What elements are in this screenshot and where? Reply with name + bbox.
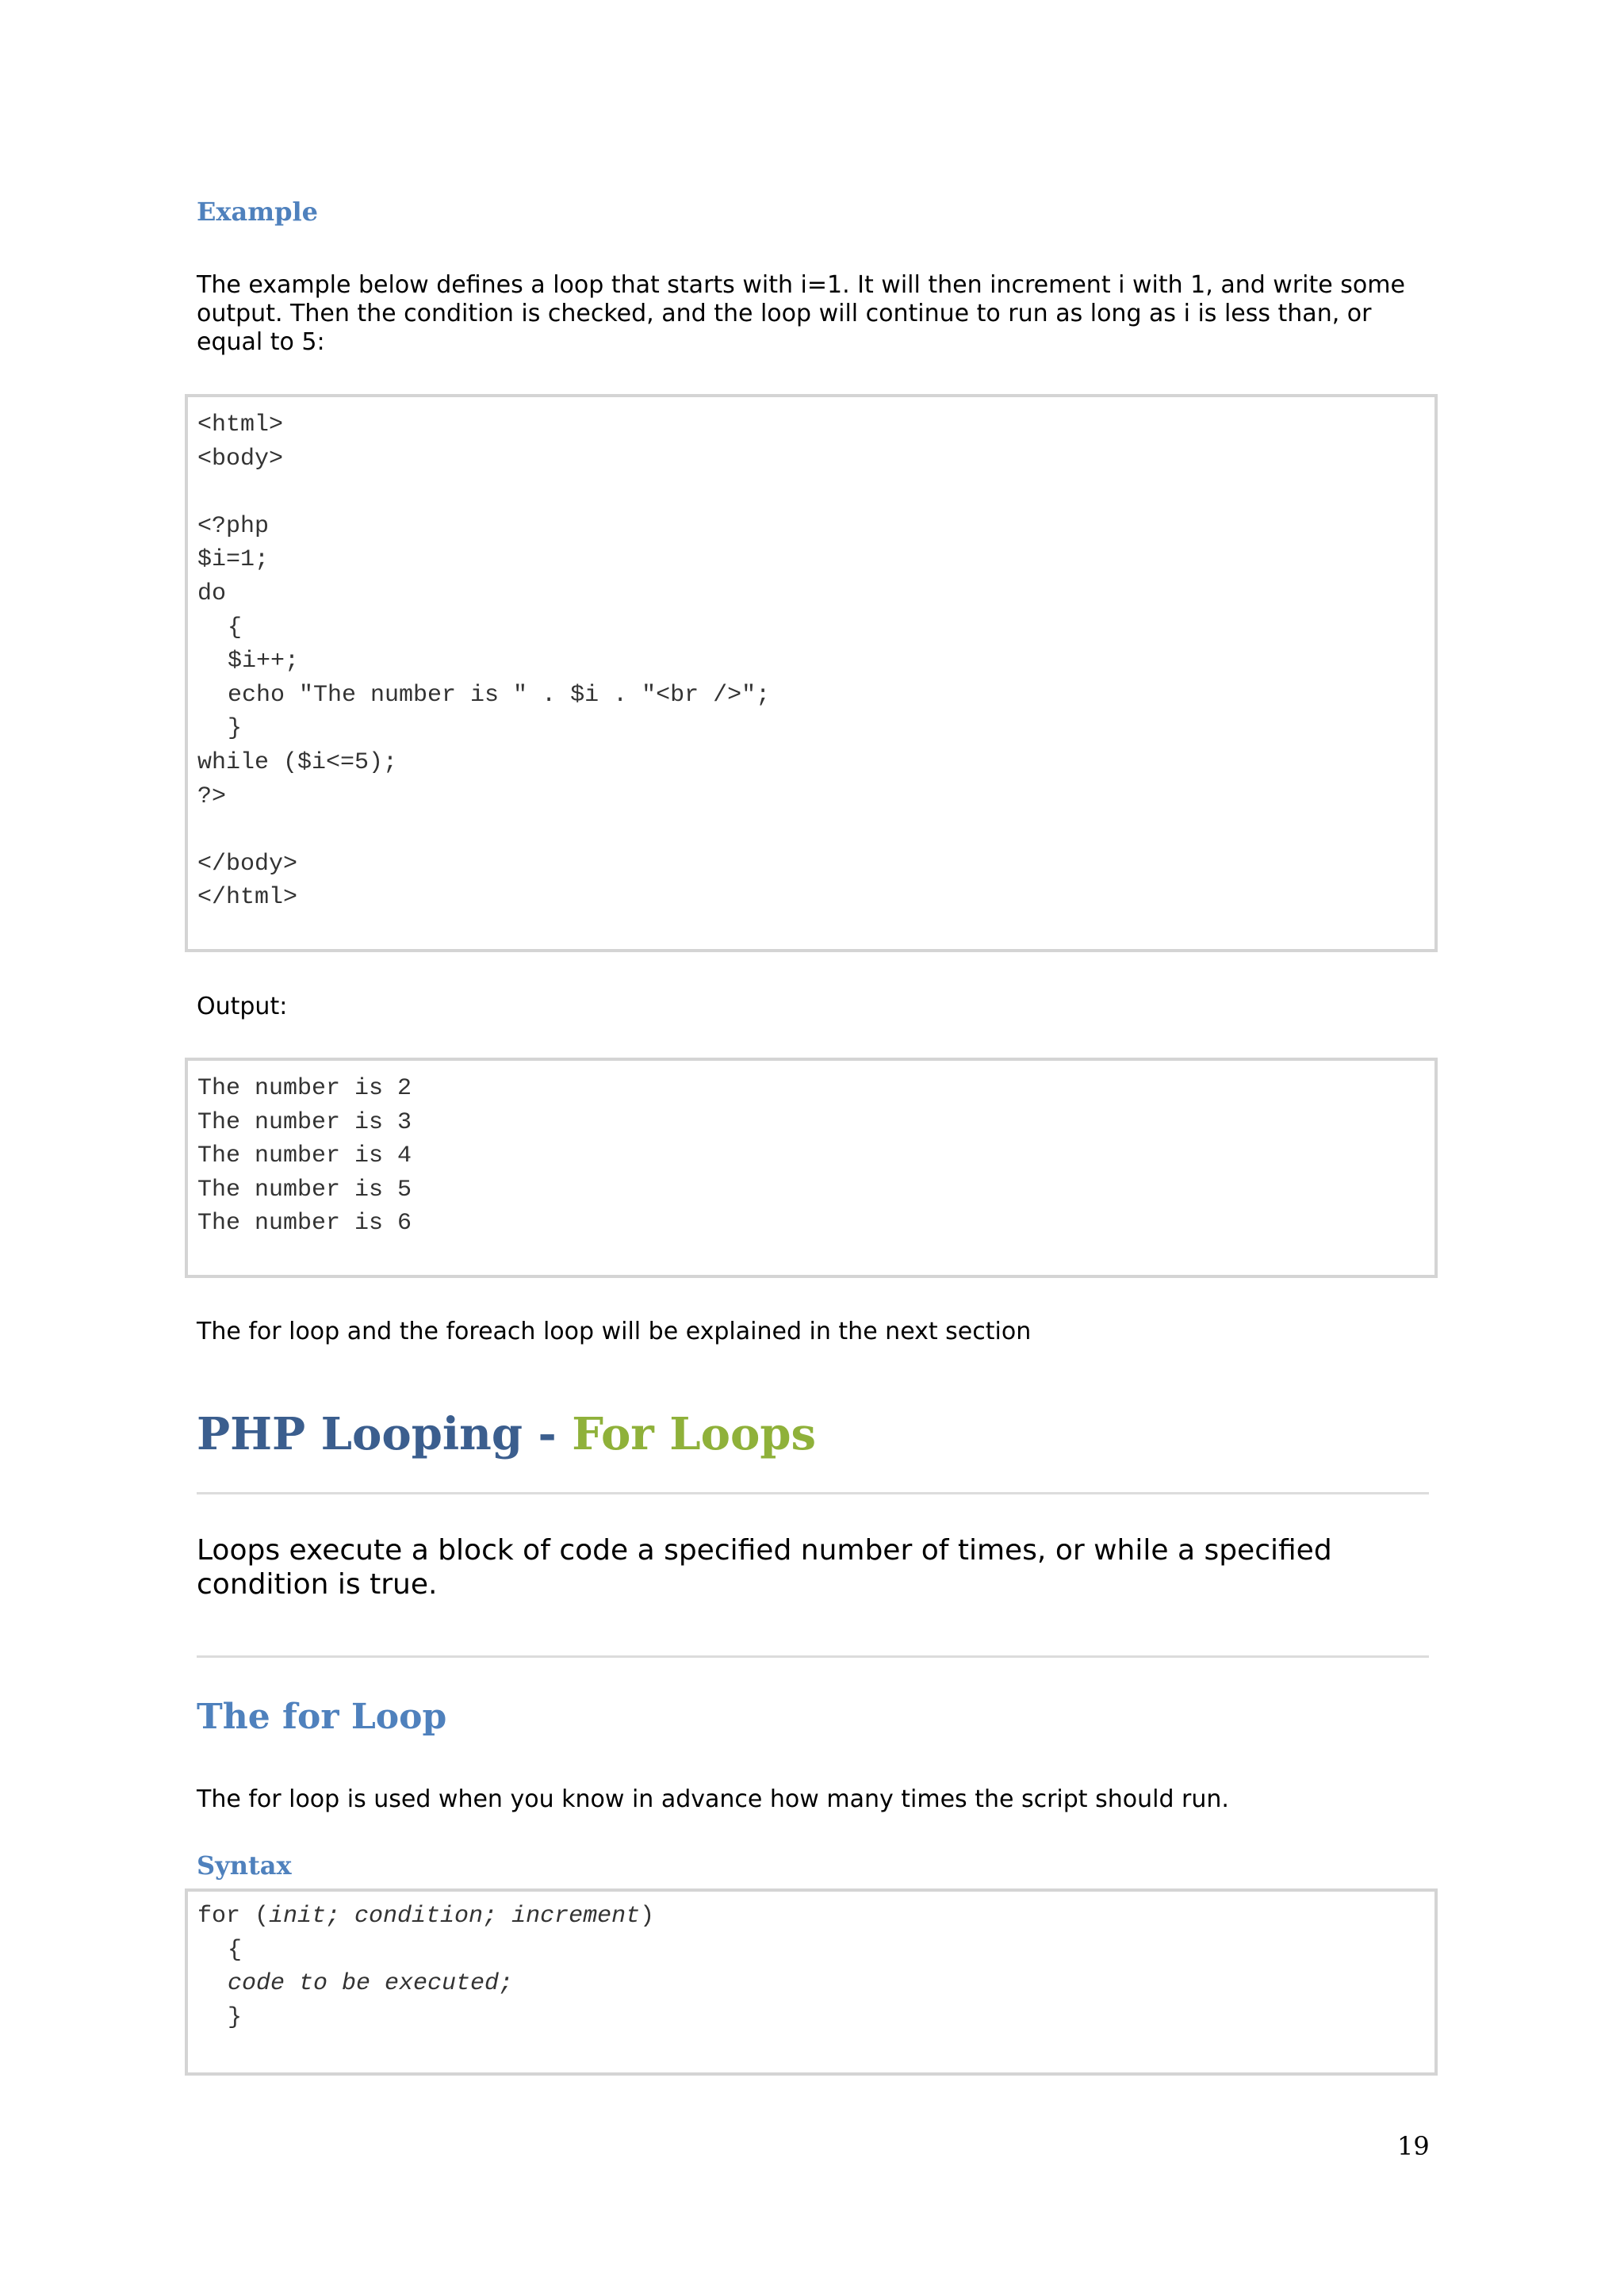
code-line: <html> <box>197 411 284 438</box>
output-line: The number is 6 <box>197 1210 412 1238</box>
syntax-line: code to be executed; <box>228 1970 514 1998</box>
for-foreach-note: The for loop and the foreach loop will be explained in the next section <box>197 1318 1032 1345</box>
for-loop-description: The for loop is used when you know in advance how many times the script should run. <box>197 1785 1229 1813</box>
code-line: while ($i<=5); <box>197 748 398 776</box>
section-title-part1: PHP Looping - <box>197 1408 573 1460</box>
output-line: The number is 4 <box>197 1142 412 1170</box>
syntax-heading: Syntax <box>197 1850 292 1881</box>
section-lead: Loops execute a block of code a specified number of times, or while a specified condition is true. <box>197 1534 1332 1601</box>
code-line <box>197 476 1434 510</box>
page-number: 19 <box>1397 2131 1430 2161</box>
example-heading: Example <box>197 197 318 227</box>
intro-paragraph: The example below defines a loop that starts with i=1. It will then increment i with 1, and write some output. Then the condition is checked, and the loop will continue to run as long as i is less than, or equal to 5: <box>197 271 1405 356</box>
example-code-block <box>185 394 1438 952</box>
code-line: <body> <box>197 445 284 473</box>
syntax-keyword: for ( <box>197 1903 270 1930</box>
syntax-line: } <box>228 2003 243 2031</box>
code-line: echo "The number is " . $i . "<br />"; <box>228 681 771 709</box>
code-line: $i++; <box>228 648 300 675</box>
syntax-code-block <box>185 1888 1438 2076</box>
output-line: The number is 5 <box>197 1176 412 1203</box>
output-line: The number is 2 <box>197 1075 412 1102</box>
code-line <box>197 813 1434 848</box>
code-line: <?php <box>197 512 270 540</box>
output-code-block <box>185 1058 1438 1278</box>
code-line: } <box>228 715 243 743</box>
output-label: Output: <box>197 993 288 1020</box>
divider <box>197 1492 1429 1494</box>
syntax-params: init; condition; increment <box>269 1903 641 1930</box>
code-line: $i=1; <box>197 546 270 574</box>
code-line: </html> <box>197 884 298 912</box>
syntax-close-paren: ) <box>640 1903 655 1930</box>
code-line: do <box>197 580 227 607</box>
output-line: The number is 3 <box>197 1108 412 1136</box>
for-loop-heading: The for Loop <box>197 1697 447 1737</box>
code-line: </body> <box>197 850 298 878</box>
section-title <box>197 1408 816 1460</box>
syntax-line <box>197 1900 1434 1934</box>
divider <box>197 1655 1429 1658</box>
code-line: ?> <box>197 783 227 810</box>
code-line: { <box>228 614 243 641</box>
syntax-line: { <box>228 1936 243 1964</box>
section-title-part2: For Loops <box>572 1408 817 1460</box>
